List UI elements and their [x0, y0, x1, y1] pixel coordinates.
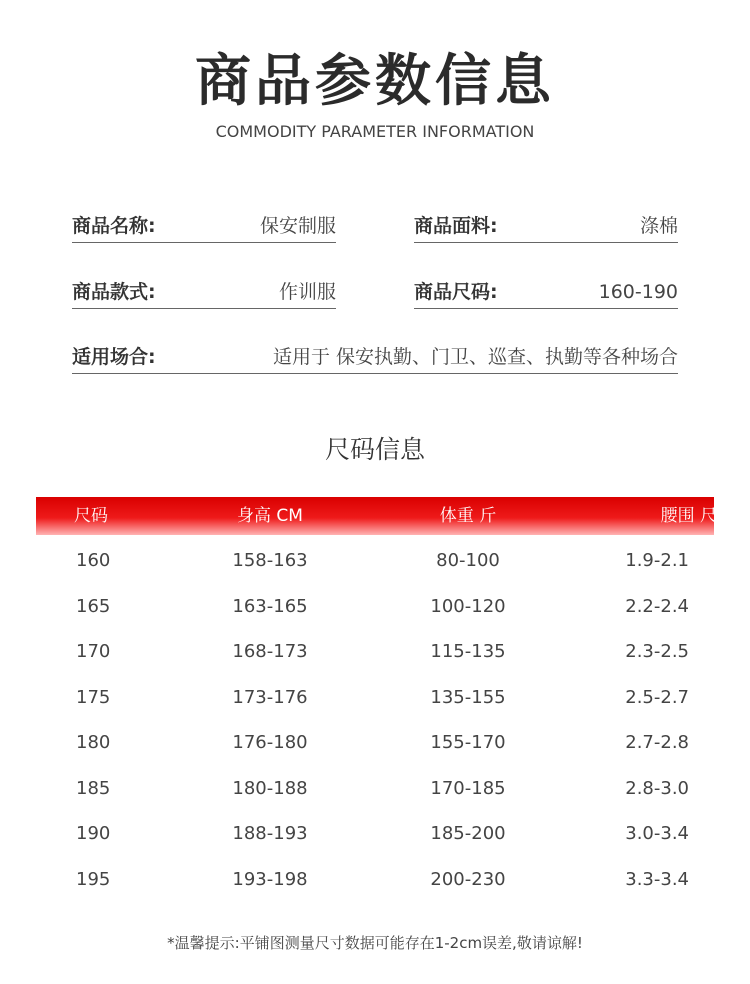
param-label: 商品面料:	[414, 215, 498, 237]
table-row	[0, 728, 750, 774]
cell-waist: 2.5-2.7	[625, 687, 689, 708]
param-value: 作训服	[278, 281, 336, 303]
column-header-waist: 腰围 尺	[660, 506, 717, 526]
column-header-size: 尺码	[74, 506, 108, 526]
table-row	[0, 683, 750, 729]
cell-waist: 2.2-2.4	[625, 596, 689, 617]
table-row	[0, 865, 750, 911]
table-row	[0, 592, 750, 638]
cell-size: 175	[76, 687, 111, 708]
param-label: 商品尺码:	[414, 281, 498, 303]
param-style	[72, 276, 336, 309]
page-title: 商品参数信息	[195, 49, 555, 114]
cell-waist: 2.8-3.0	[625, 778, 689, 799]
cell-height: 176-180	[232, 732, 308, 753]
param-label: 适用场合:	[72, 346, 156, 368]
cell-weight: 200-230	[430, 869, 506, 890]
cell-height: 168-173	[232, 641, 308, 662]
size-table-header	[36, 497, 717, 535]
param-value: 涤棉	[639, 215, 678, 237]
cell-waist: 3.0-3.4	[625, 823, 689, 844]
table-row	[0, 637, 750, 683]
cell-weight: 135-155	[430, 687, 506, 708]
table-row	[0, 546, 750, 592]
table-row	[0, 819, 750, 865]
cell-height: 158-163	[232, 550, 308, 571]
cell-height: 188-193	[232, 823, 308, 844]
cell-size: 190	[76, 823, 111, 844]
cell-weight: 185-200	[430, 823, 506, 844]
cell-height: 193-198	[232, 869, 308, 890]
size-info-heading: 尺码信息	[324, 435, 425, 464]
param-size-range	[414, 276, 678, 309]
param-label: 商品名称:	[72, 215, 156, 237]
column-header-weight: 体重 斤	[439, 506, 497, 526]
cell-size: 195	[76, 869, 111, 890]
param-fabric	[414, 210, 678, 243]
cell-weight: 100-120	[430, 596, 506, 617]
param-value: 适用于 保安执勤、门卫、巡查、执勤等各种场合	[272, 346, 678, 368]
cell-weight: 155-170	[430, 732, 506, 753]
cell-weight: 170-185	[430, 778, 506, 799]
param-label: 商品款式:	[72, 281, 156, 303]
cell-waist: 1.9-2.1	[625, 550, 689, 571]
cell-size: 180	[76, 732, 111, 753]
page-subtitle: COMMODITY PARAMETER INFORMATION	[215, 122, 535, 141]
cell-waist: 2.3-2.5	[625, 641, 689, 662]
column-header-height: 身高 CM	[237, 506, 303, 526]
cell-size: 160	[76, 550, 111, 571]
cell-height: 173-176	[232, 687, 308, 708]
cell-height: 180-188	[232, 778, 308, 799]
cell-height: 163-165	[232, 596, 308, 617]
cell-size: 185	[76, 778, 111, 799]
param-product-name	[72, 210, 336, 243]
cell-size: 170	[76, 641, 111, 662]
cell-waist: 2.7-2.8	[625, 732, 689, 753]
cell-size: 165	[76, 596, 111, 617]
cell-weight: 80-100	[436, 550, 500, 571]
table-row	[0, 774, 750, 820]
param-occasion	[72, 341, 678, 374]
cell-weight: 115-135	[430, 641, 506, 662]
cell-waist: 3.3-3.4	[625, 869, 689, 890]
measurement-disclaimer: *温馨提示:平铺图测量尺寸数据可能存在1-2cm误差,敬请谅解!	[167, 934, 583, 952]
param-value: 160-190	[598, 281, 678, 303]
param-value: 保安制服	[259, 215, 336, 237]
